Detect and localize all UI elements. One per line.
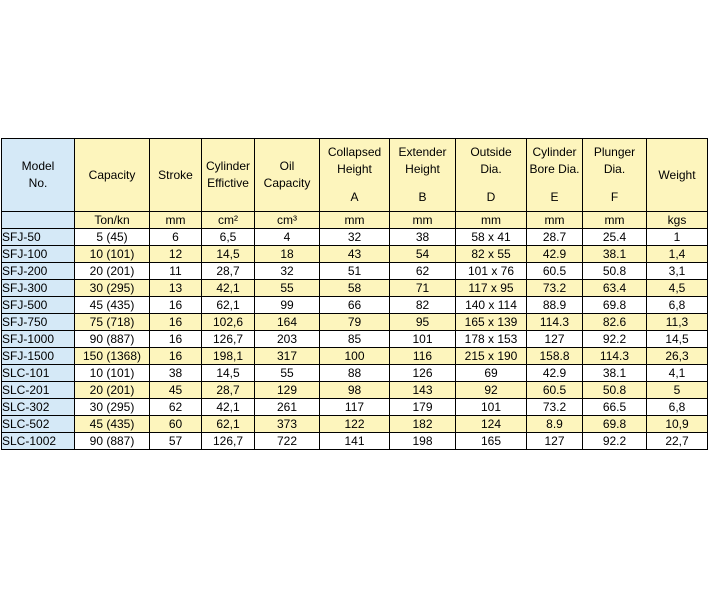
value-cell: 20 (201) — [75, 382, 150, 399]
model-cell: SFJ-500 — [2, 297, 75, 314]
column-header — [202, 139, 255, 212]
value-cell: 20 (201) — [75, 263, 150, 280]
value-cell: 1 — [647, 229, 708, 246]
header-line-1: Collapsed — [327, 145, 382, 159]
value-cell: 16 — [150, 331, 202, 348]
unit-cell — [2, 212, 75, 229]
value-cell: 66.5 — [583, 399, 647, 416]
table-row — [2, 297, 708, 314]
value-cell: 261 — [255, 399, 320, 416]
column-header — [647, 139, 708, 212]
value-cell: 38 — [390, 229, 456, 246]
value-cell: 26,3 — [647, 348, 708, 365]
value-cell: 101 — [390, 331, 456, 348]
value-cell: 22,7 — [647, 433, 708, 450]
value-cell: 60.5 — [527, 263, 583, 280]
value-cell: 165 x 139 — [456, 314, 527, 331]
header-line-1: Cylinder — [205, 159, 250, 173]
value-cell: 13 — [150, 280, 202, 297]
value-cell: 32 — [320, 229, 390, 246]
column-header — [150, 139, 202, 212]
value-cell: 6 — [150, 229, 202, 246]
model-cell: SLC-302 — [2, 399, 75, 416]
value-cell: 55 — [255, 365, 320, 382]
header-letter: F — [610, 190, 619, 204]
value-cell: 16 — [150, 348, 202, 365]
value-cell: 66 — [320, 297, 390, 314]
unit-row — [2, 212, 708, 229]
value-cell: 215 x 190 — [456, 348, 527, 365]
value-cell: 101 — [456, 399, 527, 416]
model-cell: SFJ-1500 — [2, 348, 75, 365]
header-line-2: Capacity — [263, 176, 311, 190]
value-cell: 38.1 — [583, 246, 647, 263]
header-line-2: Bore Dia. — [529, 162, 580, 176]
value-cell: 51 — [320, 263, 390, 280]
header-line-1: Oil — [279, 159, 295, 173]
header-line-1: Model — [21, 159, 55, 173]
value-cell: 42.9 — [527, 246, 583, 263]
column-header — [456, 139, 527, 212]
table-row — [2, 399, 708, 416]
header-line-2: No. — [28, 176, 48, 190]
unit-cell: Ton/kn — [75, 212, 150, 229]
value-cell: 90 (887) — [75, 433, 150, 450]
value-cell: 5 — [647, 382, 708, 399]
header-line-1: Plunger — [593, 145, 636, 159]
column-header — [390, 139, 456, 212]
value-cell: 58 — [320, 280, 390, 297]
value-cell: 10,9 — [647, 416, 708, 433]
value-cell: 140 x 114 — [456, 297, 527, 314]
model-cell: SLC-201 — [2, 382, 75, 399]
value-cell: 6,8 — [647, 297, 708, 314]
value-cell: 5 (45) — [75, 229, 150, 246]
value-cell: 124 — [456, 416, 527, 433]
value-cell: 82.6 — [583, 314, 647, 331]
value-cell: 14,5 — [202, 365, 255, 382]
value-cell: 11 — [150, 263, 202, 280]
table-row — [2, 246, 708, 263]
header-line-2: Dia. — [603, 162, 626, 176]
column-header — [320, 139, 390, 212]
value-cell: 45 — [150, 382, 202, 399]
value-cell: 6,5 — [202, 229, 255, 246]
value-cell: 14,5 — [647, 331, 708, 348]
value-cell: 62 — [150, 399, 202, 416]
value-cell: 150 (1368) — [75, 348, 150, 365]
value-cell: 62 — [390, 263, 456, 280]
value-cell: 50.8 — [583, 263, 647, 280]
header-letter: E — [550, 190, 559, 204]
value-cell: 98 — [320, 382, 390, 399]
header-line-1: Capacity — [88, 167, 136, 182]
table-row — [2, 331, 708, 348]
value-cell: 55 — [255, 280, 320, 297]
value-cell: 122 — [320, 416, 390, 433]
value-cell: 73.2 — [527, 399, 583, 416]
unit-cell: kgs — [647, 212, 708, 229]
value-cell: 4,5 — [647, 280, 708, 297]
value-cell: 126 — [390, 365, 456, 382]
value-cell: 4,1 — [647, 365, 708, 382]
header-line-2: Dia. — [480, 162, 502, 176]
value-cell: 28.7 — [527, 229, 583, 246]
column-header — [583, 139, 647, 212]
header-letter: B — [418, 190, 427, 204]
column-header — [255, 139, 320, 212]
value-cell: 57 — [150, 433, 202, 450]
value-cell: 42,1 — [202, 280, 255, 297]
table-row — [2, 433, 708, 450]
unit-cell: cm² — [202, 212, 255, 229]
model-cell: SFJ-1000 — [2, 331, 75, 348]
unit-cell: mm — [583, 212, 647, 229]
value-cell: 50.8 — [583, 382, 647, 399]
value-cell: 1,4 — [647, 246, 708, 263]
value-cell: 114.3 — [527, 314, 583, 331]
value-cell: 30 (295) — [75, 399, 150, 416]
value-cell: 129 — [255, 382, 320, 399]
value-cell: 45 (435) — [75, 416, 150, 433]
value-cell: 82 x 55 — [456, 246, 527, 263]
value-cell: 88 — [320, 365, 390, 382]
header-letter: A — [350, 190, 359, 204]
value-cell: 25.4 — [583, 229, 647, 246]
spec-table — [1, 138, 708, 450]
header-line-2: Height — [337, 162, 372, 176]
header-line-1: Extender — [398, 145, 447, 159]
header-line-1: Weight — [658, 167, 696, 182]
value-cell: 164 — [255, 314, 320, 331]
value-cell: 198 — [390, 433, 456, 450]
value-cell: 88.9 — [527, 297, 583, 314]
value-cell: 92.2 — [583, 331, 647, 348]
model-cell: SFJ-300 — [2, 280, 75, 297]
value-cell: 82 — [390, 297, 456, 314]
value-cell: 69.8 — [583, 416, 647, 433]
value-cell: 116 — [390, 348, 456, 365]
unit-cell: mm — [320, 212, 390, 229]
value-cell: 16 — [150, 314, 202, 331]
unit-cell: cm³ — [255, 212, 320, 229]
value-cell: 95 — [390, 314, 456, 331]
header-line-2: Height — [405, 162, 440, 176]
table-row — [2, 365, 708, 382]
value-cell: 6,8 — [647, 399, 708, 416]
unit-cell: mm — [527, 212, 583, 229]
value-cell: 32 — [255, 263, 320, 280]
value-cell: 198,1 — [202, 348, 255, 365]
header-row — [2, 139, 708, 212]
model-cell: SFJ-100 — [2, 246, 75, 263]
value-cell: 127 — [527, 433, 583, 450]
header-line-1: Stroke — [158, 167, 193, 182]
value-cell: 165 — [456, 433, 527, 450]
value-cell: 722 — [255, 433, 320, 450]
value-cell: 117 x 95 — [456, 280, 527, 297]
value-cell: 75 (718) — [75, 314, 150, 331]
value-cell: 69.8 — [583, 297, 647, 314]
table-row — [2, 229, 708, 246]
value-cell: 30 (295) — [75, 280, 150, 297]
value-cell: 12 — [150, 246, 202, 263]
model-cell: SLC-1002 — [2, 433, 75, 450]
value-cell: 182 — [390, 416, 456, 433]
value-cell: 203 — [255, 331, 320, 348]
value-cell: 11,3 — [647, 314, 708, 331]
value-cell: 63.4 — [583, 280, 647, 297]
value-cell: 58 x 41 — [456, 229, 527, 246]
value-cell: 38.1 — [583, 365, 647, 382]
table-row — [2, 348, 708, 365]
value-cell: 8.9 — [527, 416, 583, 433]
value-cell: 317 — [255, 348, 320, 365]
value-cell: 373 — [255, 416, 320, 433]
value-cell: 126,7 — [202, 433, 255, 450]
model-cell: SFJ-200 — [2, 263, 75, 280]
value-cell: 62,1 — [202, 297, 255, 314]
value-cell: 143 — [390, 382, 456, 399]
table-row — [2, 382, 708, 399]
value-cell: 100 — [320, 348, 390, 365]
column-header — [75, 139, 150, 212]
value-cell: 42,1 — [202, 399, 255, 416]
model-cell: SFJ-50 — [2, 229, 75, 246]
value-cell: 60 — [150, 416, 202, 433]
value-cell: 71 — [390, 280, 456, 297]
header-line-1: Cylinder — [532, 145, 577, 159]
header-line-2: Effictive — [207, 176, 249, 190]
value-cell: 43 — [320, 246, 390, 263]
column-header — [527, 139, 583, 212]
value-cell: 178 x 153 — [456, 331, 527, 348]
value-cell: 10 (101) — [75, 365, 150, 382]
value-cell: 92.2 — [583, 433, 647, 450]
value-cell: 90 (887) — [75, 331, 150, 348]
value-cell: 62,1 — [202, 416, 255, 433]
model-cell: SFJ-750 — [2, 314, 75, 331]
value-cell: 117 — [320, 399, 390, 416]
value-cell: 18 — [255, 246, 320, 263]
value-cell: 60.5 — [527, 382, 583, 399]
table-row — [2, 263, 708, 280]
value-cell: 14,5 — [202, 246, 255, 263]
value-cell: 79 — [320, 314, 390, 331]
value-cell: 10 (101) — [75, 246, 150, 263]
value-cell: 38 — [150, 365, 202, 382]
table-row — [2, 314, 708, 331]
value-cell: 3,1 — [647, 263, 708, 280]
column-header — [2, 139, 75, 212]
value-cell: 4 — [255, 229, 320, 246]
value-cell: 28,7 — [202, 263, 255, 280]
value-cell: 126,7 — [202, 331, 255, 348]
unit-cell: mm — [390, 212, 456, 229]
value-cell: 101 x 76 — [456, 263, 527, 280]
value-cell: 179 — [390, 399, 456, 416]
table-row — [2, 280, 708, 297]
value-cell: 85 — [320, 331, 390, 348]
value-cell: 127 — [527, 331, 583, 348]
value-cell: 102,6 — [202, 314, 255, 331]
unit-cell: mm — [150, 212, 202, 229]
value-cell: 54 — [390, 246, 456, 263]
value-cell: 99 — [255, 297, 320, 314]
value-cell: 141 — [320, 433, 390, 450]
header-letter: D — [486, 190, 496, 204]
value-cell: 28,7 — [202, 382, 255, 399]
table-row — [2, 416, 708, 433]
value-cell: 73.2 — [527, 280, 583, 297]
value-cell: 114.3 — [583, 348, 647, 365]
table-body — [2, 229, 708, 450]
unit-cell: mm — [456, 212, 527, 229]
value-cell: 45 (435) — [75, 297, 150, 314]
model-cell: SLC-502 — [2, 416, 75, 433]
value-cell: 16 — [150, 297, 202, 314]
value-cell: 69 — [456, 365, 527, 382]
value-cell: 42.9 — [527, 365, 583, 382]
value-cell: 92 — [456, 382, 527, 399]
value-cell: 158.8 — [527, 348, 583, 365]
model-cell: SLC-101 — [2, 365, 75, 382]
header-line-1: Outside — [470, 145, 512, 159]
